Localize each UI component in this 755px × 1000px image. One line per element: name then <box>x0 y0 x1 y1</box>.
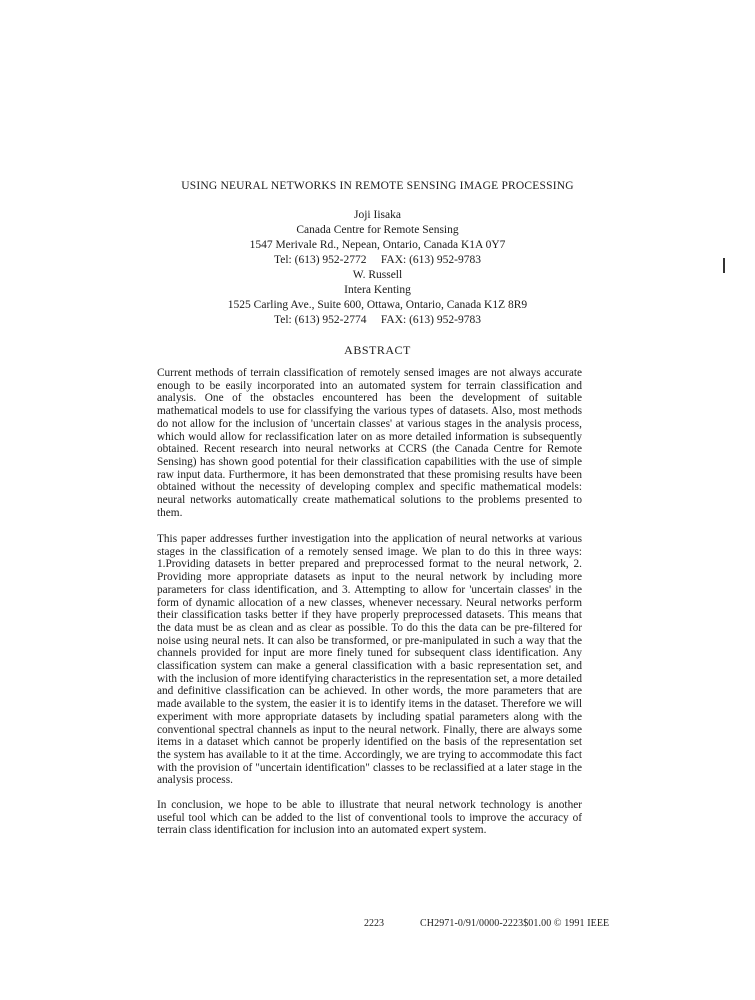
author-address: 1547 Merivale Rd., Nepean, Ontario, Canada K1A 0Y7 <box>249 239 506 251</box>
paragraph-text: Current methods of terrain classification of remotely sensed images are not always accurate enough to be easily incorporated into an automated system for terrain classification and analysis. One of the obstacles encountered has been the development of suitable mathematical models to use for classifying the various types of datasets. Also, most methods do not allow for the inclusion of 'uncertain classes' at various stages in the analysis process, which would allow for reclassification later on as more detailed information is subsequently obtained. Recent research into neural networks at CCRS (the Canada Centre for Remote Sensing) has shown good potential for their classification capabilities with the use of simple raw input data. Furthermore, it has been demonstrated that these promising results have been obtained without the necessity of developing complex and specific mathematical models: neural networks automatically create mathematical solutions to the problems presented to them. <box>157 367 582 519</box>
author-block-1 <box>0 208 755 268</box>
footer-copyright-code: CH2971-0/91/0000-2223$01.00 © 1991 IEEE <box>420 918 610 929</box>
author-name: W. Russell <box>352 269 403 281</box>
author-contact: Tel: (613) 952-2774 FAX: (613) 952-9783 <box>274 314 481 326</box>
author-address: 1525 Carling Ave., Suite 600, Ottawa, Ontario, Canada K1Z 8R9 <box>227 299 528 311</box>
author-contact: Tel: (613) 952-2772 FAX: (613) 952-9783 <box>274 254 481 266</box>
abstract-paragraph-3 <box>157 799 582 837</box>
abstract-paragraph-2 <box>157 533 582 787</box>
paper-title: USING NEURAL NETWORKS IN REMOTE SENSING IMAGE PROCESSING <box>181 180 574 192</box>
author-block-2 <box>0 268 755 328</box>
abstract-heading: ABSTRACT <box>344 343 411 357</box>
paragraph-text: This paper addresses further investigation into the application of neural networks at various stages in the classification of a remotely sensed image. We plan to do this in three ways: 1.Providing datasets in better prepared and preprocessed format to the neural network, 2. Providing more appropriate datasets as input to the neural network by including more parameters for class identification, and 3. Attempting to allow for 'uncertain classes' in the form of dynamic allocation of a new classes, whenever necessary. Neural networks perform their classification tasks better if they have properly preprocessed datasets. This means that the data must be as clean and as clear as possible. To do this the data can be pre-filtered for noise using neural nets. It can also be transformed, or pre-manipulated in such a way that the channels provided for input are more finely tuned for subsequent class identification. Any classification system can make a general classification with a basic representation set, and with the inclusion of more identifying characteristics in the representation set, a more detailed and definitive classification can be achieved. In other words, the more parameters that are made available to the system, the easier it is to identify items in the dataset. Therefore we will experiment with more appropriate datasets by including spatial parameters along with the conventional spectral channels as input to the neural network. Finally, there are always some items in a dataset which cannot be properly identified on the basis of the representation set the system has available to it at the time. Accordingly, we are trying to accommodate this fact with the provision of "uncertain identification" classes to be reclassified at a later stage in the analysis process. <box>157 533 582 787</box>
abstract-paragraph-1 <box>157 367 582 519</box>
footer-page-number: 2223 <box>364 918 384 929</box>
author-name: Joji Iisaka <box>354 209 401 221</box>
author-organization: Intera Kenting <box>344 284 411 296</box>
paragraph-text: In conclusion, we hope to be able to illustrate that neural network technology is another useful tool which can be added to the list of conventional tools to improve the accuracy of terrain class identification for inclusion into an automated expert system. <box>157 799 582 837</box>
author-organization: Canada Centre for Remote Sensing <box>296 224 459 236</box>
